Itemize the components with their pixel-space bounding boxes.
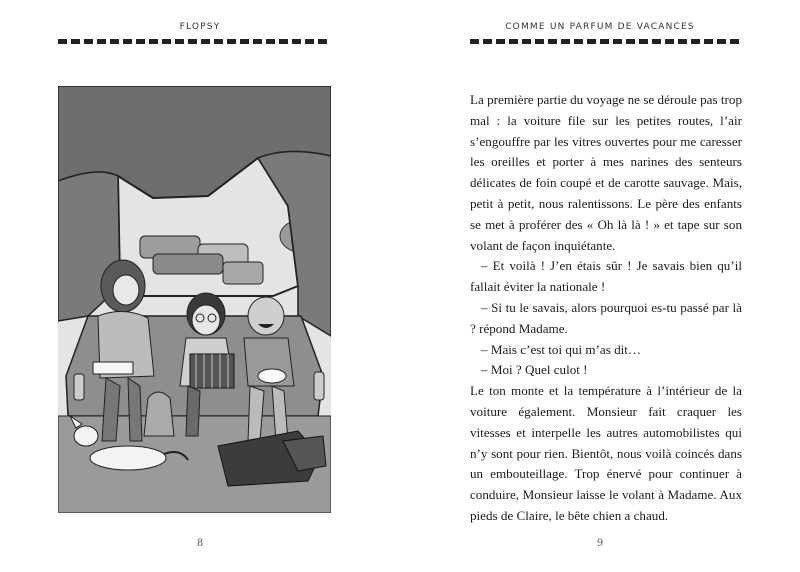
- chapter-body-text: [470, 90, 742, 527]
- right-page: [400, 0, 800, 572]
- dialogue-line: – Mais c’est toi qui m’as dit…: [481, 341, 642, 357]
- dialogue-line: – Si tu le savais, alors pourquoi es-tu passé par là ? répond Madame.: [470, 299, 742, 336]
- rabbit-icon: [258, 369, 286, 383]
- page-number-right: 9: [596, 538, 604, 549]
- header-rule-right: [470, 39, 742, 44]
- page-number-left: 8: [196, 538, 204, 549]
- paragraph: Le ton monte et la température à l’intérieur de la voiture également. Monsieur fait craquer les vitesses et interpelle les autres automobilistes qui n’y sont pour rien. Bientôt, nous voilà coincés dans un embouteillage. Trop énervé pour continuer à conduire, Monsieur laisse le volant à Madame. Aux pieds de Claire, le bête chien a chaud.: [470, 383, 742, 523]
- dialogue-line: – Moi ? Quel culot !: [481, 362, 588, 378]
- running-head-right: COMME UN PARFUM DE VACANCES: [505, 22, 695, 32]
- header-rule-left: [58, 39, 331, 44]
- paragraph: La première partie du voyage ne se déroule pas trop mal : la voiture file sur les petites routes, l’air s’engouffre par les vitres ouvertes pour me caresser les oreilles et porter à mes narines des senteurs délicates de foin coupé et de carotte sauvage. Mais, petit à petit, nous ralentissons. Le père des enfants se met à proférer des « Oh là là ! » et tape sur son volant de façon inquiétante.: [470, 92, 742, 253]
- dialogue-line: – Et voilà ! J’en étais sûr ! Je savais bien qu’il fallait éviter la nationale !: [470, 258, 742, 295]
- illustration-drawing: [58, 86, 331, 513]
- running-head-left: FLOPSY: [179, 22, 221, 32]
- family-car-trip-illustration: [58, 86, 331, 513]
